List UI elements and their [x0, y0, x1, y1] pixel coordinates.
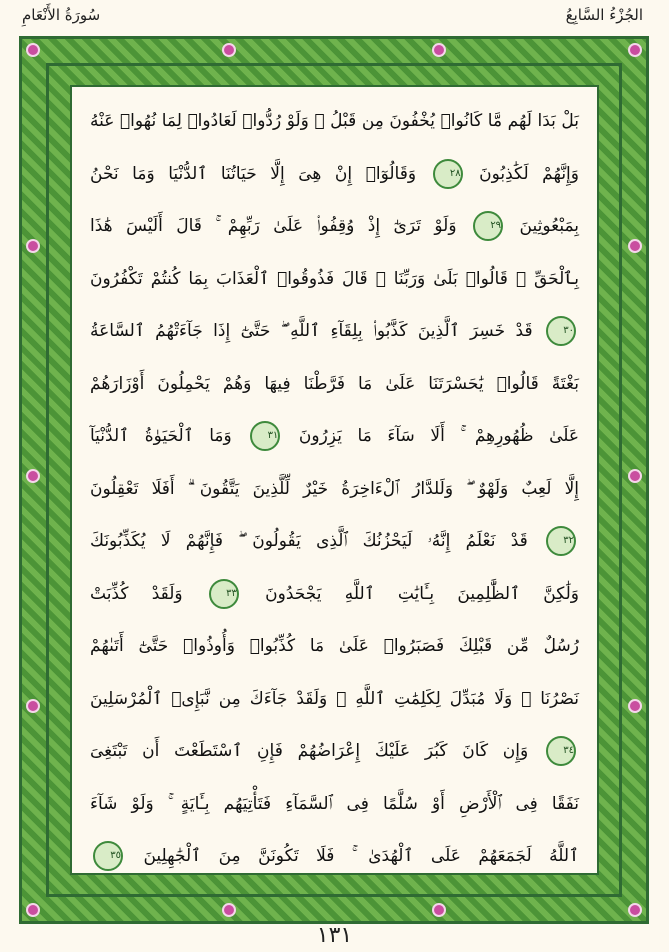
- verse-text: وَلَٰكِنَّ ٱلظَّٰلِمِينَ بِـَٔايَٰتِ ٱللَّهِ يَجْحَدُونَ: [265, 583, 580, 604]
- text-line: [72, 620, 597, 673]
- verse-text: وَإِنَّهُمْ لَكَٰذِبُونَ: [479, 163, 579, 184]
- flower-ornament-icon: [26, 43, 40, 57]
- text-line: [72, 830, 597, 883]
- text-lines: [72, 95, 597, 883]
- verse-text: بِٱلْحَقِّ ۚ قَالُوا۟ بَلَىٰ وَرَبِّنَا ۚ قَالَ فَذُوقُوا۟ ٱلْعَذَابَ بِمَا كُنتُمْ تَكْفُرُونَ: [90, 268, 579, 289]
- ayah-number: ٢٩: [473, 211, 503, 241]
- flower-ornament-icon: [628, 43, 642, 57]
- flower-ornament-icon: [628, 239, 642, 253]
- ayah-number: ٢٨: [433, 159, 463, 189]
- text-line: [72, 148, 597, 201]
- text-line: [72, 358, 597, 411]
- ayah-number: ٣٤: [546, 736, 576, 766]
- ayah-number: ٣٥: [93, 841, 123, 871]
- flower-ornament-icon: [222, 43, 236, 57]
- flower-ornament-icon: [628, 699, 642, 713]
- ayah-number: ٣٣: [209, 579, 239, 609]
- verse-text: إِلَّا لَعِبٌ وَلَهْوٌ ۖ وَلَلدَّارُ ٱلْءَاخِرَةُ خَيْرٌ لِّلَّذِينَ يَتَّقُونَ ۗ أَفَلَا تَعْقِلُونَ: [90, 478, 579, 499]
- verse-text: قَدْ نَعْلَمُ إِنَّهُۥ لَيَحْزُنُكَ ٱلَّذِى يَقُولُونَ ۖ فَإِنَّهُمْ لَا يُكَذِّبُونَكَ: [90, 531, 528, 551]
- verse-text: بَغْتَةً قَالُوا۟ يَٰحَسْرَتَنَا عَلَىٰ مَا فَرَّطْنَا فِيهَا وَهُمْ يَحْمِلُونَ أَوْزَارَهُمْ: [90, 373, 579, 394]
- text-line: [72, 725, 597, 778]
- flower-ornament-icon: [26, 699, 40, 713]
- juz-title: الجُزْءُ السَّابِعُ: [565, 6, 643, 24]
- text-line: [72, 200, 597, 253]
- verse-text: ٱللَّهُ لَجَمَعَهُمْ عَلَى ٱلْهُدَىٰ ۚ فَلَا تَكُونَنَّ مِنَ ٱلْجَٰهِلِينَ: [143, 846, 580, 866]
- verse-text: وَلَقَدْ كُذِّبَتْ: [90, 583, 183, 604]
- verse-text: بَلْ بَدَا لَهُم مَّا كَانُوا۟ يُخْفُونَ مِن قَبْلُ ۖ وَلَوْ رُدُّوا۟ لَعَادُوا۟ لِمَا نُهُوا۟ عَنْهُ: [90, 111, 579, 131]
- flower-ornament-icon: [432, 43, 446, 57]
- verse-text: عَلَىٰ ظُهُورِهِمْ ۚ أَلَا سَآءَ مَا يَزِرُونَ: [298, 426, 580, 446]
- verse-text: بِمَبْعُوثِينَ: [519, 216, 580, 236]
- text-line: [72, 673, 597, 726]
- text-line: [72, 305, 597, 358]
- ayah-number: ٣٢: [546, 526, 576, 556]
- text-line: [72, 410, 597, 463]
- ayah-number: ٣٠: [546, 316, 576, 346]
- text-line: [72, 463, 597, 516]
- text-line: [72, 253, 597, 306]
- text-line: [72, 778, 597, 831]
- flower-ornament-icon: [26, 903, 40, 917]
- flower-ornament-icon: [26, 239, 40, 253]
- verse-text: قَدْ خَسِرَ ٱلَّذِينَ كَذَّبُوا۟ بِلِقَآءِ ٱللَّهِ ۖ حَتَّىٰٓ إِذَا جَآءَتْهُمُ ٱلسَّاعَةُ: [90, 321, 533, 341]
- verse-text: وَإِن كَانَ كَبُرَ عَلَيْكَ إِعْرَاضُهُمْ فَإِنِ ٱسْتَطَعْتَ أَن تَبْتَغِىَ: [90, 741, 529, 761]
- page-number: ١٣١: [316, 923, 353, 948]
- text-line: [72, 515, 597, 568]
- flower-ornament-icon: [222, 903, 236, 917]
- verse-text: نَصْرُنَا ۚ وَلَا مُبَدِّلَ لِكَلِمَٰتِ ٱللَّهِ ۚ وَلَقَدْ جَآءَكَ مِن نَّبَإِى۟ ٱلْمُرْسَلِينَ: [90, 688, 579, 709]
- flower-ornament-icon: [628, 469, 642, 483]
- quran-text-area: [70, 85, 599, 875]
- surah-title: سُورَةُ الأَنْعَامِ: [22, 6, 101, 24]
- flower-ornament-icon: [26, 469, 40, 483]
- verse-text: نَفَقًا فِى ٱلْأَرْضِ أَوْ سُلَّمًا فِى ٱلسَّمَآءِ فَتَأْتِيَهُم بِـَٔايَةٍ ۚ وَلَوْ شَآءَ: [90, 793, 579, 814]
- verse-text: وَقَالُوٓا۟ إِنْ هِىَ إِلَّا حَيَاتُنَا ٱلدُّنْيَا وَمَا نَحْنُ: [90, 163, 417, 184]
- verse-text: وَمَا ٱلْحَيَوٰةُ ٱلدُّنْيَآ: [90, 426, 232, 446]
- text-line: [72, 95, 597, 148]
- flower-ornament-icon: [628, 903, 642, 917]
- flower-ornament-icon: [432, 903, 446, 917]
- verse-text: وَلَوْ تَرَىٰٓ إِذْ وُقِفُوا۟ عَلَىٰ رَبِّهِمْ ۚ قَالَ أَلَيْسَ هَٰذَا: [90, 216, 457, 236]
- ayah-number: ٣١: [250, 421, 280, 451]
- text-line: [72, 568, 597, 621]
- verse-text: رُسُلٌ مِّن قَبْلِكَ فَصَبَرُوا۟ عَلَىٰ مَا كُذِّبُوا۟ وَأُوذُوا۟ حَتَّىٰٓ أَتَىٰهُمْ: [90, 636, 579, 656]
